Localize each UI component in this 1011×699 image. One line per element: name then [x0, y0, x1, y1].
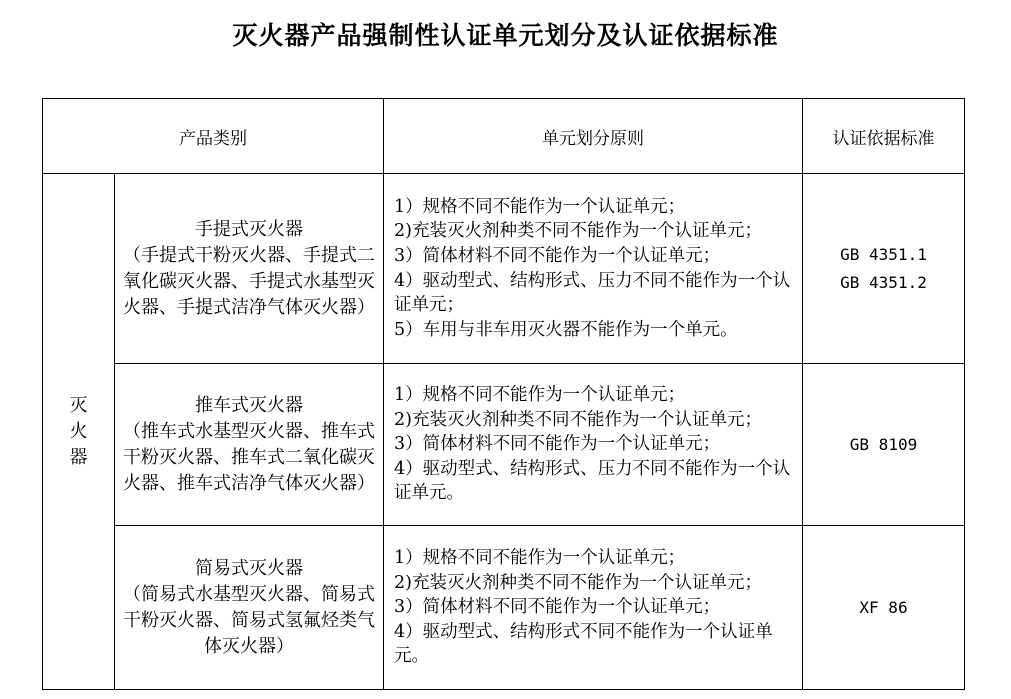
- table-row: [43, 364, 965, 526]
- rule-item: 4）驱动型式、结构形式、压力不同不能作为一个认证单元；: [394, 270, 791, 316]
- header-standard: 认证依据标准: [803, 99, 965, 174]
- rules-cell: [384, 526, 803, 690]
- product-name: 手提式灭火器: [195, 218, 303, 240]
- category-char: 灭: [69, 394, 88, 416]
- rule-item: 1）规格不同不能作为一个认证单元；: [394, 385, 686, 406]
- standard-code: XF 86: [859, 597, 908, 617]
- rule-item: 2)充装灭火剂种类不同不能作为一个认证单元；: [394, 572, 762, 593]
- standard-code: GB 8109: [849, 434, 918, 454]
- product-cell: [115, 174, 384, 364]
- rule-item: 4）驱动型式、结构形式、压力不同不能作为一个认证单元。: [394, 458, 791, 504]
- table-row: [43, 174, 965, 364]
- standard-cell: [803, 174, 965, 364]
- header-row: [43, 99, 965, 174]
- category-cell: [43, 174, 115, 690]
- rule-item: 2)充装灭火剂种类不同不能作为一个认证单元；: [394, 221, 762, 242]
- product-detail: （推车式水基型灭火器、推车式干粉灭火器、推车式二氧化碳灭火器、推车式洁净气体灭火器）: [123, 420, 375, 494]
- rules-cell: [384, 174, 803, 364]
- rule-item: 4）驱动型式、结构形式不同不能作为一个认证单元。: [394, 621, 773, 667]
- rule-item: 1）规格不同不能作为一个认证单元；: [394, 196, 686, 217]
- rule-item: 3）简体材料不同不能作为一个认证单元；: [394, 597, 721, 618]
- table-row: [43, 526, 965, 690]
- header-category: 产品类别: [43, 99, 384, 174]
- product-cell: [115, 364, 384, 526]
- rule-item: 2)充装灭火剂种类不同不能作为一个认证单元；: [394, 409, 762, 430]
- rule-item: 1）规格不同不能作为一个认证单元；: [394, 548, 686, 569]
- rules-cell: [384, 364, 803, 526]
- product-detail: （简易式水基型灭火器、简易式干粉灭火器、简易式氢氟烃类气体灭火器）: [123, 583, 375, 657]
- certification-table: [42, 98, 965, 690]
- standard-cell: [803, 526, 965, 690]
- header-principle: 单元划分原则: [384, 99, 803, 174]
- standard-code: GB 4351.1: [840, 244, 927, 264]
- rule-item: 3）简体材料不同不能作为一个认证单元；: [394, 245, 721, 266]
- rule-item: 5）车用与非车用灭火器不能作为一个单元。: [394, 319, 738, 340]
- standard-code: GB 4351.2: [840, 272, 927, 292]
- document-title: 灭火器产品强制性认证单元划分及认证依据标准: [232, 21, 779, 50]
- rule-item: 3）简体材料不同不能作为一个认证单元；: [394, 434, 721, 455]
- product-cell: [115, 526, 384, 690]
- category-char: 器: [69, 446, 88, 468]
- product-name: 推车式灭火器: [195, 394, 303, 416]
- standard-cell: [803, 364, 965, 526]
- product-detail: （手提式干粉灭火器、手提式二氧化碳灭火器、手提式水基型灭火器、手提式洁净气体灭火器）: [123, 244, 375, 318]
- product-name: 简易式灭火器: [195, 557, 303, 579]
- category-char: 火: [69, 420, 88, 442]
